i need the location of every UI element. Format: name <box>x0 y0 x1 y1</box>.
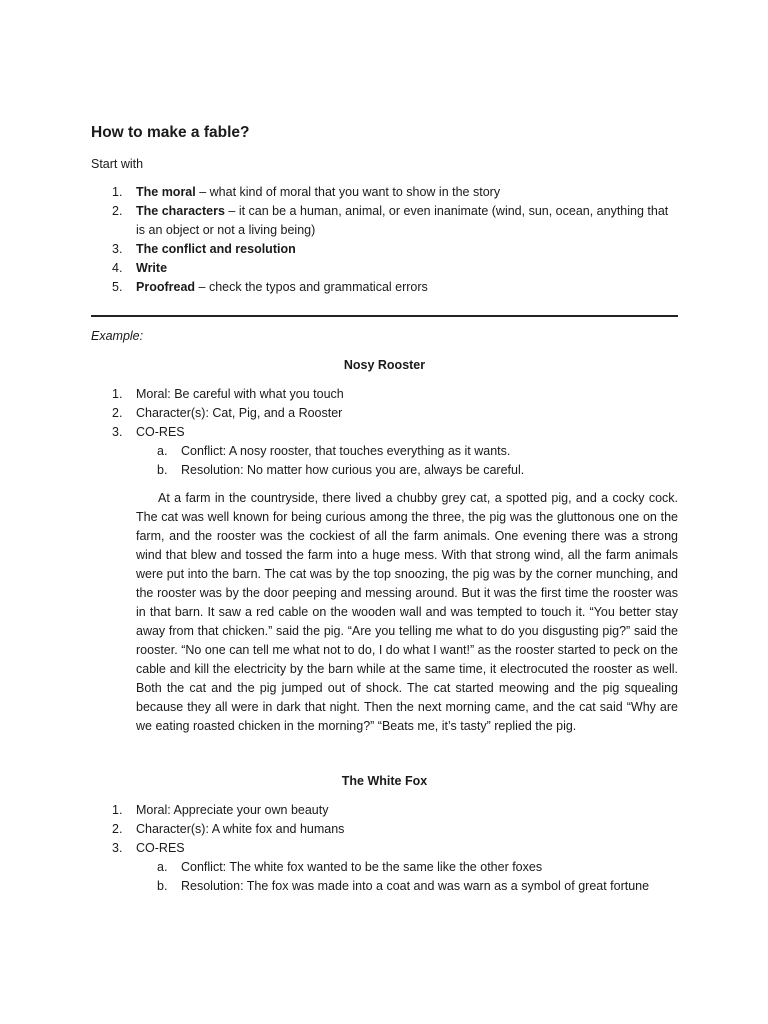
list-item: b. Resolution: No matter how curious you are, always be careful. <box>157 463 525 477</box>
story-details-list <box>91 801 678 858</box>
story-body: At a farm in the countryside, there lived a chubby grey cat, a spotted pig, and a cocky cock. The cat was well known for being curious among the three, the pig was the gluttonous one on the farm, and the rooster was the cockiest of all the farm animals. One evening there was a strong wind that blew and tossed the farm into a huge mess. With that strong wind, all the farm animals were put into the barn. The cat was by the top snoozing, the pig was by the corner munching, and the rooster was by the door peeping and messing around. But it was the first time the rooster was in that barn. It saw a red cable on the wooden wall and was tempted to touch it. “You better stay away from that chicken.” said the pig. “Are you telling me what to do you disgusting pig?” said the rooster. “No one can tell me what not to do, I do what I want!” as the rooster started to peck on the cable and kill the electricity by the barn while at the same time, it electrocuted the rooster as well. Both the cat and the pig jumped out of shock. The cat started meowing and the pig squealing because they all were in dark that night. Then the next morning came, and the cat said “Why are we eating roasted chicken in the morning?” “Beats me, it’s tasty” replied the pig. <box>136 491 678 733</box>
list-item: 3. CO-RES <box>112 425 185 439</box>
co-res-sublist <box>91 858 678 896</box>
steps-list <box>91 183 678 297</box>
list-item: 4. Write <box>112 261 168 275</box>
co-res-sublist <box>91 442 678 480</box>
list-item: 3. CO-RES <box>112 841 185 855</box>
list-item: 2. Character(s): A white fox and humans <box>112 822 345 836</box>
intro-text: Start with <box>91 157 144 171</box>
story-details-list <box>91 385 678 442</box>
list-item: 2. Character(s): Cat, Pig, and a Rooster <box>112 406 343 420</box>
list-item: 3. The conflict and resolution <box>112 242 296 256</box>
section-divider <box>91 315 678 317</box>
page-title: How to make a fable? <box>91 124 250 141</box>
list-item: 1. Moral: Appreciate your own beauty <box>112 803 329 817</box>
story-title: Nosy Rooster <box>343 358 426 372</box>
document-page <box>91 122 678 896</box>
list-item: 5. Proofread – check the typos and grammatical errors <box>112 280 428 294</box>
story-title: The White Fox <box>341 774 428 788</box>
list-item: a. Conflict: The white fox wanted to be the same like the other foxes <box>157 860 543 874</box>
list-item: 2. The characters – it can be a human, animal, or even inanimate (wind, sun, ocean, anything that is an object or not a living being) <box>112 204 669 237</box>
list-item: 1. The moral – what kind of moral that you want to show in the story <box>112 185 501 199</box>
example-label: Example: <box>91 329 144 343</box>
list-item: 1. Moral: Be careful with what you touch <box>112 387 344 401</box>
list-item: b. Resolution: The fox was made into a coat and was warn as a symbol of great fortune <box>157 879 650 893</box>
list-item: a. Conflict: A nosy rooster, that touches everything as it wants. <box>157 444 511 458</box>
